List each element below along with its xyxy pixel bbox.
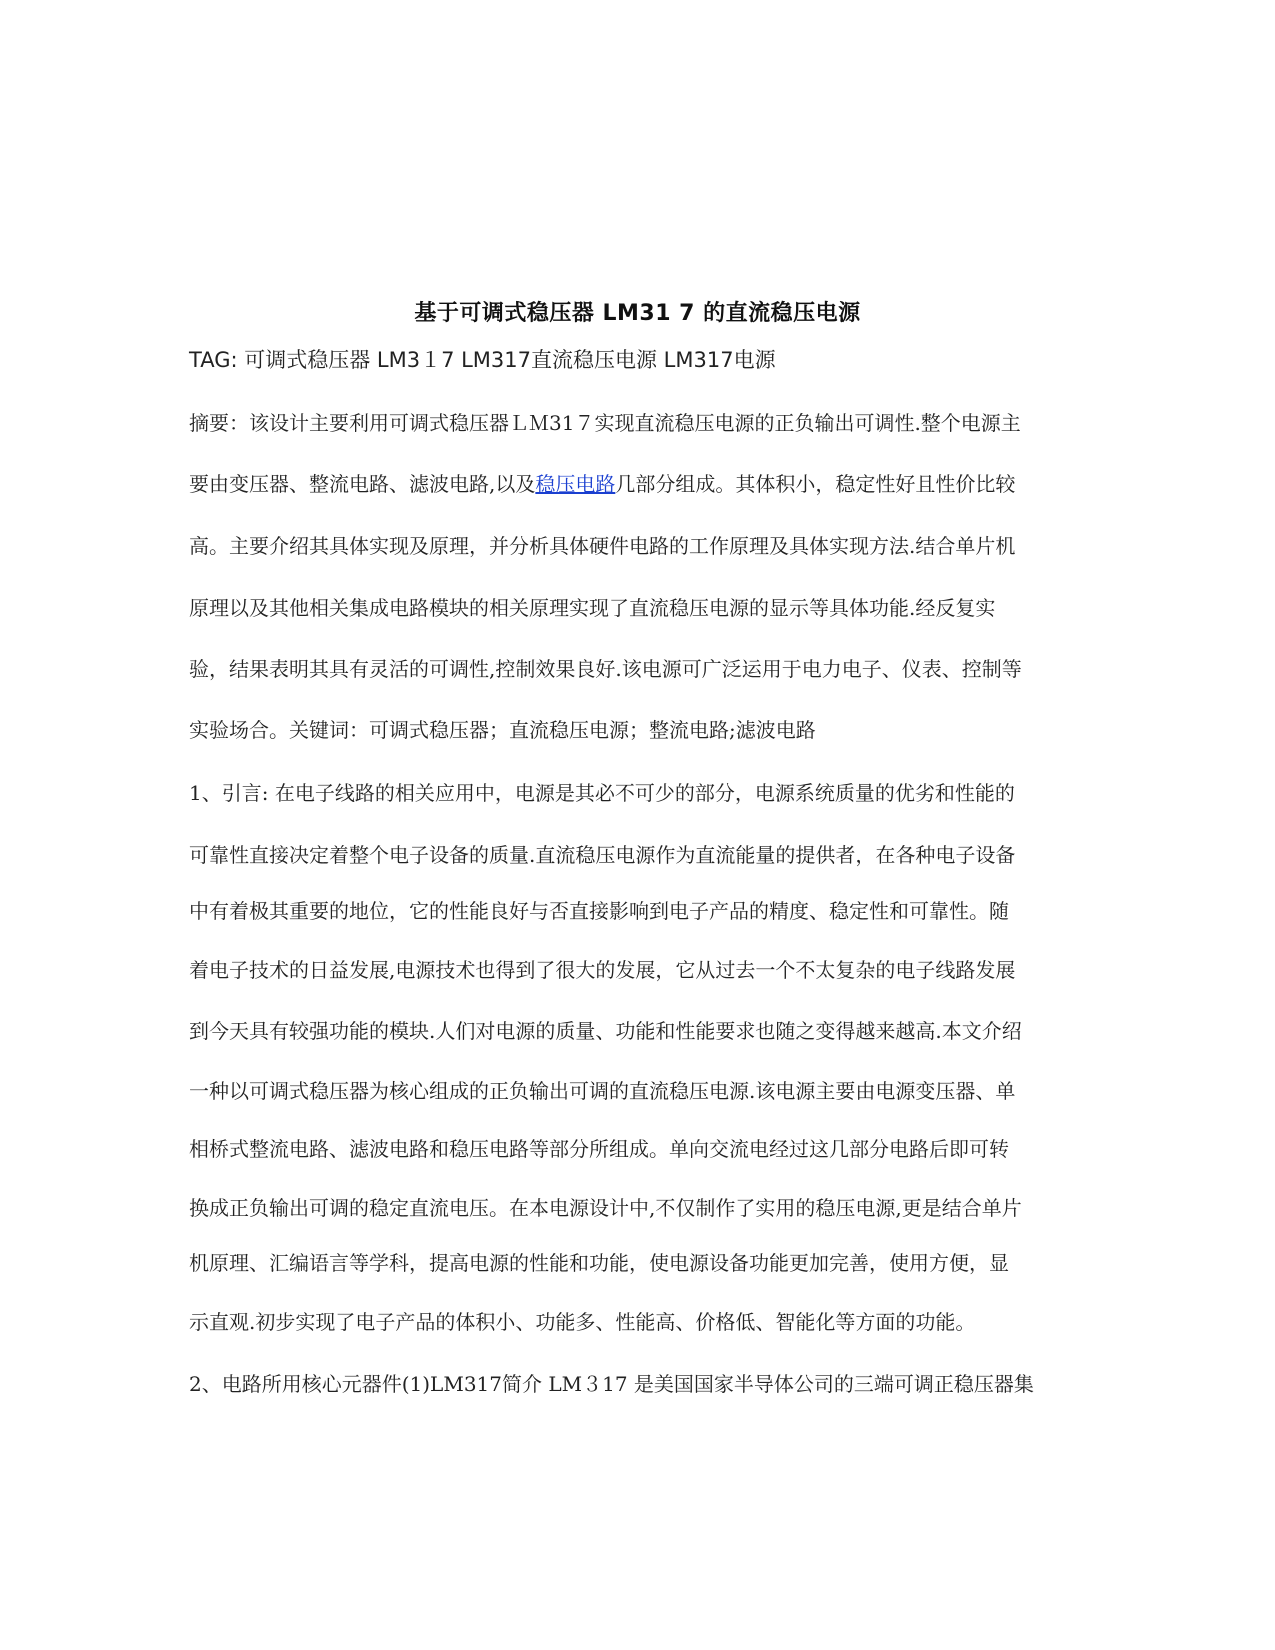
section-components-line: 2、电路所用核心元器件(1)LM317简介 LM３17 是美国国家半导体公司的三端可调正稳压器集 <box>189 1372 1034 1396</box>
paragraph-line: 机原理、汇编语言等学科，提高电源的性能和功能，使电源设备功能更加完善，使用方便，显 <box>189 1251 1009 1275</box>
abstract-line: 摘要：该设计主要利用可调式稳压器ＬＭ31７实现直流稳压电源的正负输出可调性.整个电源主 <box>189 411 1021 435</box>
paragraph-line: 可靠性直接决定着整个电子设备的质量.直流稳压电源作为直流能量的提供者，在各种电子设备 <box>189 843 1016 867</box>
voltage-regulator-circuit-link[interactable]: 稳压电路 <box>535 472 616 496</box>
abstract-line <box>189 470 1015 498</box>
abstract-line: 原理以及其他相关集成电路模块的相关原理实现了直流稳压电源的显示等具体功能.经反复实 <box>189 596 996 620</box>
tag-line: TAG: 可调式稳压器 LM3１7 LM317直流稳压电源 LM317电源 <box>189 348 776 372</box>
paragraph-line: 换成正负输出可调的稳定直流电压。在本电源设计中,不仅制作了实用的稳压电源,更是结合单片 <box>189 1196 1022 1220</box>
abstract-text: 要由变压器、整流电路、滤波电路,以及 <box>189 472 536 496</box>
paragraph-line: 着电子技术的日益发展,电源技术也得到了很大的发展，它从过去一个不太复杂的电子线路发展 <box>189 958 1016 982</box>
abstract-line: 验，结果表明其具有灵活的可调性,控制效果良好.该电源可广泛运用于电力电子、仪表、控制等 <box>189 657 1022 681</box>
paragraph-line: 一种以可调式稳压器为核心组成的正负输出可调的直流稳压电源.该电源主要由电源变压器、单 <box>189 1079 1016 1103</box>
paragraph-line: 示直观.初步实现了电子产品的体积小、功能多、性能高、价格低、智能化等方面的功能。 <box>189 1310 976 1334</box>
paragraph-line: 相桥式整流电路、滤波电路和稳压电路等部分所组成。单向交流电经过这几部分电路后即可转 <box>189 1137 1009 1161</box>
section-introduction-line: 1、引言: 在电子线路的相关应用中，电源是其必不可少的部分，电源系统质量的优劣和性能的 <box>189 781 1015 805</box>
abstract-line: 高。主要介绍其具体实现及原理，并分析具体硬件电路的工作原理及具体实现方法.结合单片机 <box>189 534 1016 558</box>
abstract-keywords-line: 实验场合。关键词：可调式稳压器；直流稳压电源；整流电路;滤波电路 <box>189 718 816 742</box>
abstract-text: 几部分组成。其体积小，稳定性好且性价比较 <box>615 472 1016 496</box>
paragraph-line: 中有着极其重要的地位，它的性能良好与否直接影响到电子产品的精度、稳定性和可靠性。随 <box>189 899 1009 923</box>
paragraph-line: 到今天具有较强功能的模块.人们对电源的质量、功能和性能要求也随之变得越来越高.本文介绍 <box>189 1019 1022 1043</box>
document-title: 基于可调式稳压器 LM31 7 的直流稳压电源 <box>414 301 861 326</box>
